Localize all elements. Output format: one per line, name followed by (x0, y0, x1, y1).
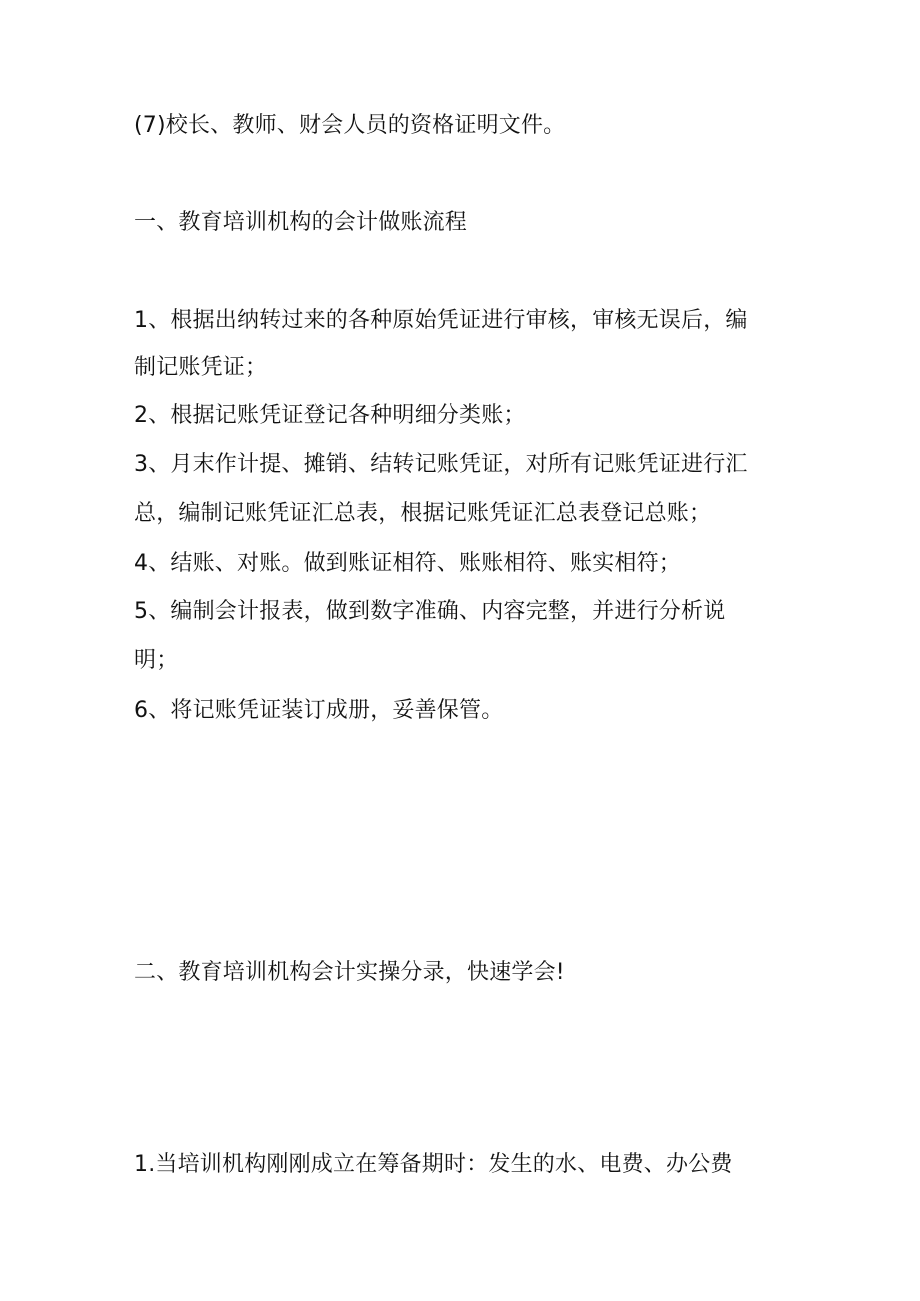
section-heading-journal-entries: 二、教育培训机构会计实操分录，快速学会! (134, 960, 565, 985)
step-5-line-1: 5、编制会计报表，做到数字准确、内容完整，并进行分析说 (134, 599, 726, 624)
qualification-documents-item: (7)校长、教师、财会人员的资格证明文件。 (134, 113, 566, 138)
step-3-line-1: 3、月末作计提、摊销、结转记账凭证，对所有记账凭证进行汇 (134, 452, 748, 477)
step-4: 4、结账、对账。做到账证相符、账账相符、账实相符； (134, 551, 681, 576)
preparation-period-item: 1.当培训机构刚刚成立在筹备期时：发生的水、电费、办公费 (134, 1152, 733, 1177)
step-3-line-2: 总，编制记账凭证汇总表，根据记账凭证汇总表登记总账； (134, 501, 712, 526)
section-heading-accounting-process: 一、教育培训机构的会计做账流程 (134, 210, 468, 235)
step-1-line-2: 制记账凭证； (134, 355, 268, 380)
step-1-line-1: 1、根据出纳转过来的各种原始凭证进行审核，审核无误后，编 (134, 308, 748, 333)
step-2: 2、根据记账凭证登记各种明细分类账； (134, 403, 526, 428)
step-5-line-2: 明； (134, 648, 179, 673)
step-6: 6、将记账凭证装订成册，妥善保管。 (134, 698, 504, 723)
